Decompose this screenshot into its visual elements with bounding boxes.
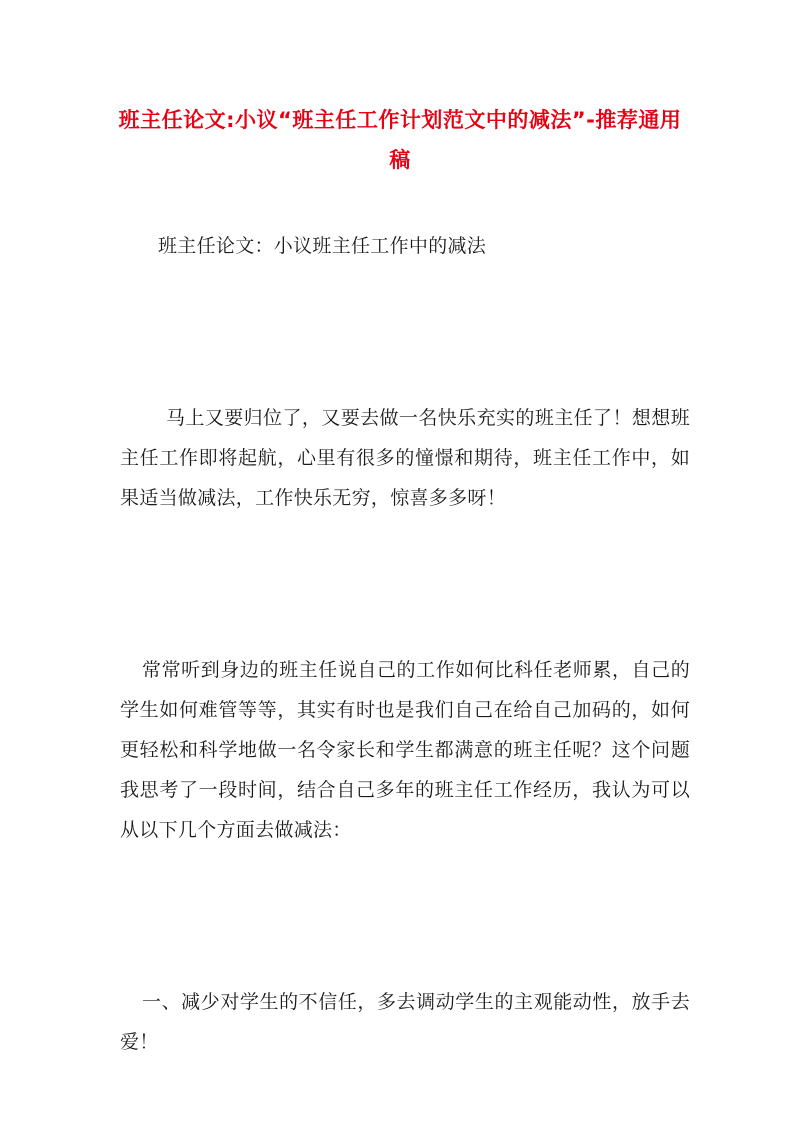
document-title: 班主任论文:小议“班主任工作计划范文中的减法”-推荐通用稿 xyxy=(118,108,682,172)
section-heading-1: 一、减少对学生的不信任，多去调动学生的主观能动性，放手去爱！ xyxy=(120,991,690,1053)
paragraph-context: 常常听到身边的班主任说自己的工作如何比科任老师累，自己的学生如何难管等等，其实有时也是我们自己在给自己加码的，如何更轻松和科学地做一名令家长和学生都满意的班主任呢？这个问题我思考了一段时间，结合自己多年的班主任工作经历，我认为可以从以下几个方面去做减法： xyxy=(120,659,690,841)
article-subtitle: 班主任论文：小议班主任工作中的减法 xyxy=(158,235,487,257)
paragraph-intro: 马上又要归位了，又要去做一名快乐充实的班主任了！想想班主任工作即将起航，心里有很多的憧憬和期待，班主任工作中，如果适当做减法，工作快乐无穷，惊喜多多呀！ xyxy=(120,407,690,509)
